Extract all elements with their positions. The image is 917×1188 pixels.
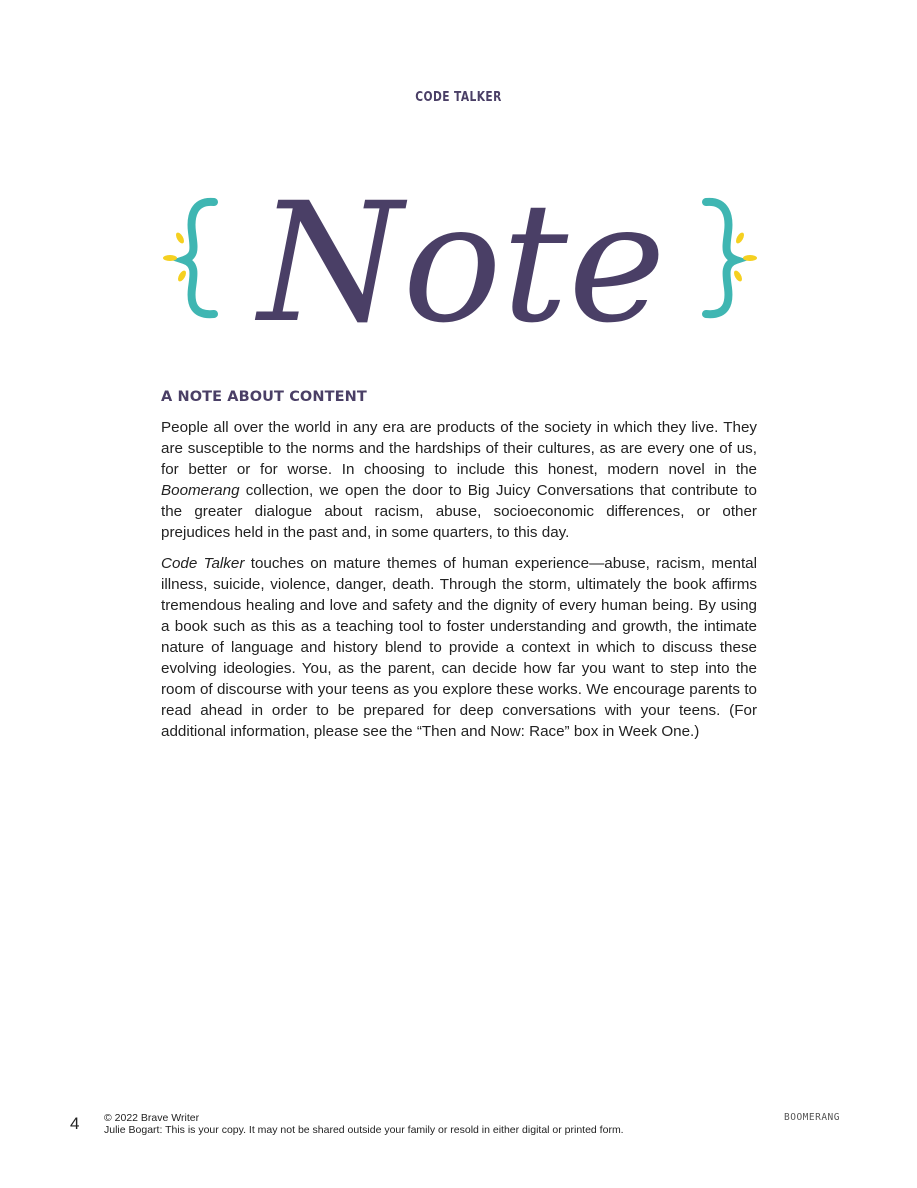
- body-text: [161, 417, 757, 752]
- note-script-word: Note: [258, 167, 666, 355]
- paragraph-2: Code Talker touches on mature themes of human experience—abuse, racism, mental illness, suicide, violence, danger, death. Through the storm, ultimately the book affirms tremendous healing and love and safety and the dignity of every human being. By using a book such as this as a teaching tool to foster understanding and growth, the intimate nature of language and history blend to provide a context in which to discuss these evolving ideologies. You, as the parent, can decide how far you want to step into the room of discourse with your teens as you explore these works. We encourage parents to read ahead in order to be prepared for deep conversations with your teens. (For additional information, please see the “Then and Now: Race” box in Week One.): [161, 555, 757, 740]
- left-brace-icon: [184, 202, 214, 314]
- section-heading: A NOTE ABOUT CONTENT: [161, 389, 367, 405]
- right-brace-icon: [706, 202, 736, 314]
- brand-logo: BOOMERANG: [784, 1112, 840, 1123]
- page-number: 4: [70, 1114, 80, 1133]
- running-title: CODE TALKER: [415, 90, 502, 105]
- copyright-line: © 2022 Brave Writer: [104, 1112, 200, 1124]
- footer-copyright: [104, 1112, 624, 1136]
- note-banner: [150, 160, 770, 355]
- license-line: Julie Bogart: This is your copy. It may not be shared outside your family or resold in either digital or printed form.: [104, 1124, 624, 1136]
- paragraph-1: People all over the world in any era are products of the society in which they live. They are susceptible to the norms and the hardships of their cultures, as are every one of us, for better or for worse. In choosing to include this honest, modern novel in the Boomerang collection, we open the door to Big Juicy Conversations that contribute to the greater dialogue about racism, abuse, socioeconomic differences, or other prejudices held in the past and, in some quarters, to this day.: [161, 419, 757, 541]
